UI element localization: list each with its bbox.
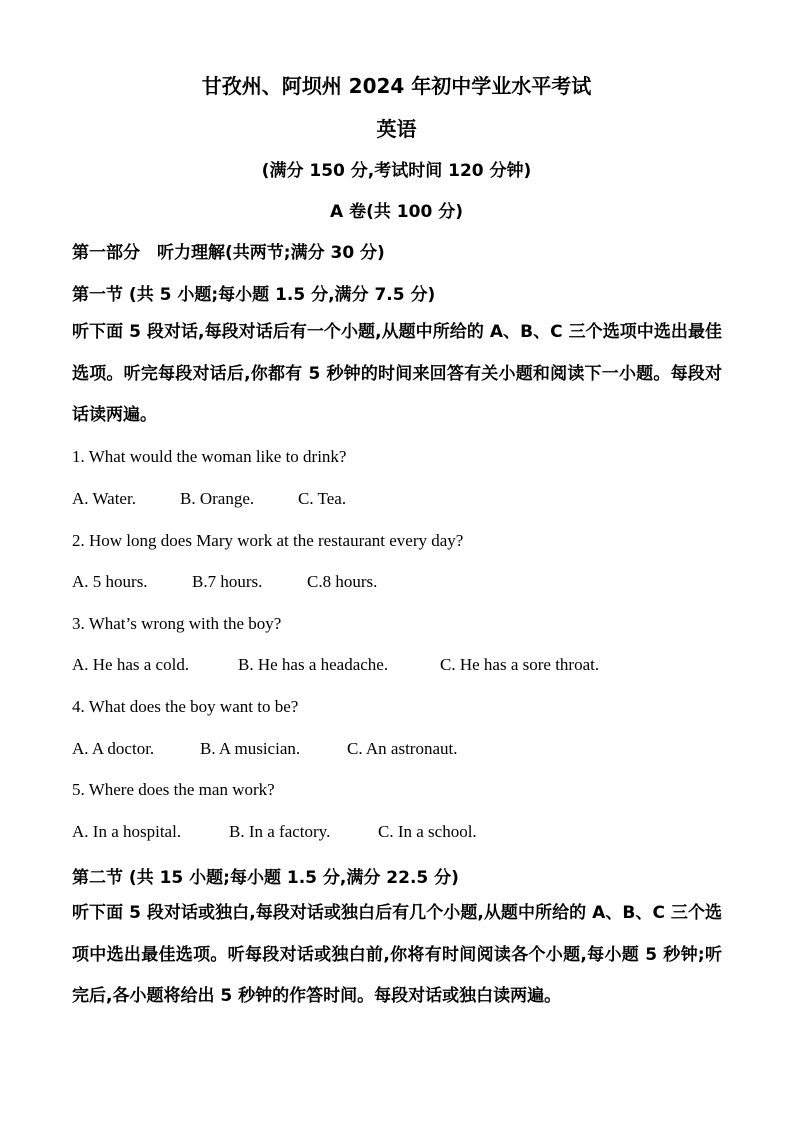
question-3: 3. What’s wrong with the boy?: [72, 614, 282, 633]
section1-instructions: 听下面 5 段对话,每段对话后有一个小题,从题中所给的 A、B、C 三个选项中选出最佳选项。听完每段对话后,你都有 5 秒钟的时间来回答有关小题和阅读下一小题。每段对话读两遍。: [72, 322, 722, 425]
question-5: 5. Where does the man work?: [72, 780, 275, 799]
section1-heading: 第一节 (共 5 小题;每小题 1.5 分,满分 7.5 分): [72, 285, 436, 305]
question-5-options: [72, 822, 477, 842]
option-a: A. In a hospital.: [72, 822, 182, 841]
option-c: C. He has a sore throat.: [440, 655, 600, 674]
option-a: A. A doctor.: [72, 739, 155, 758]
option-a: A. He has a cold.: [72, 655, 190, 674]
option-a: A. 5 hours.: [72, 572, 148, 591]
question-4: 4. What does the boy want to be?: [72, 697, 299, 716]
option-b: B. A musician.: [200, 739, 301, 758]
option-b: B. He has a headache.: [238, 655, 389, 674]
question-2-options: [72, 572, 377, 592]
option-b: B. In a factory.: [229, 822, 331, 841]
question-4-options: [72, 739, 458, 759]
option-a: A. Water.: [72, 489, 136, 508]
option-b: B. Orange.: [180, 489, 255, 508]
option-c: C. An astronaut.: [347, 739, 458, 758]
option-c: C. In a school.: [378, 822, 477, 841]
volume-heading: A 卷(共 100 分): [330, 202, 463, 222]
exam-title: 甘孜州、阿坝州 2024 年初中学业水平考试: [201, 74, 592, 98]
score-time-note: (满分 150 分,考试时间 120 分钟): [261, 161, 532, 181]
section2-instructions: 听下面 5 段对话或独白,每段对话或独白后有几个小题,从题中所给的 A、B、C 三个选项中选出最佳选项。听每段对话或独白前,你将有时间阅读各个小题,每小题 5 秒钟;听完后,各小题将给出 5 秒钟的作答时间。每段对话或独白读两遍。: [72, 903, 722, 1006]
question-1-options: [72, 489, 346, 509]
question-3-options: [72, 655, 599, 675]
part1-heading: 第一部分 听力理解(共两节;满分 30 分): [72, 243, 385, 263]
question-2: 2. How long does Mary work at the restaurant every day?: [72, 531, 464, 550]
subject-title: 英语: [376, 117, 417, 141]
option-b: B.7 hours.: [192, 572, 263, 591]
section2-heading: 第二节 (共 15 小题;每小题 1.5 分,满分 22.5 分): [72, 868, 459, 888]
option-c: C. Tea.: [298, 489, 347, 508]
option-c: C.8 hours.: [307, 572, 378, 591]
question-1: 1. What would the woman like to drink?: [72, 447, 347, 466]
